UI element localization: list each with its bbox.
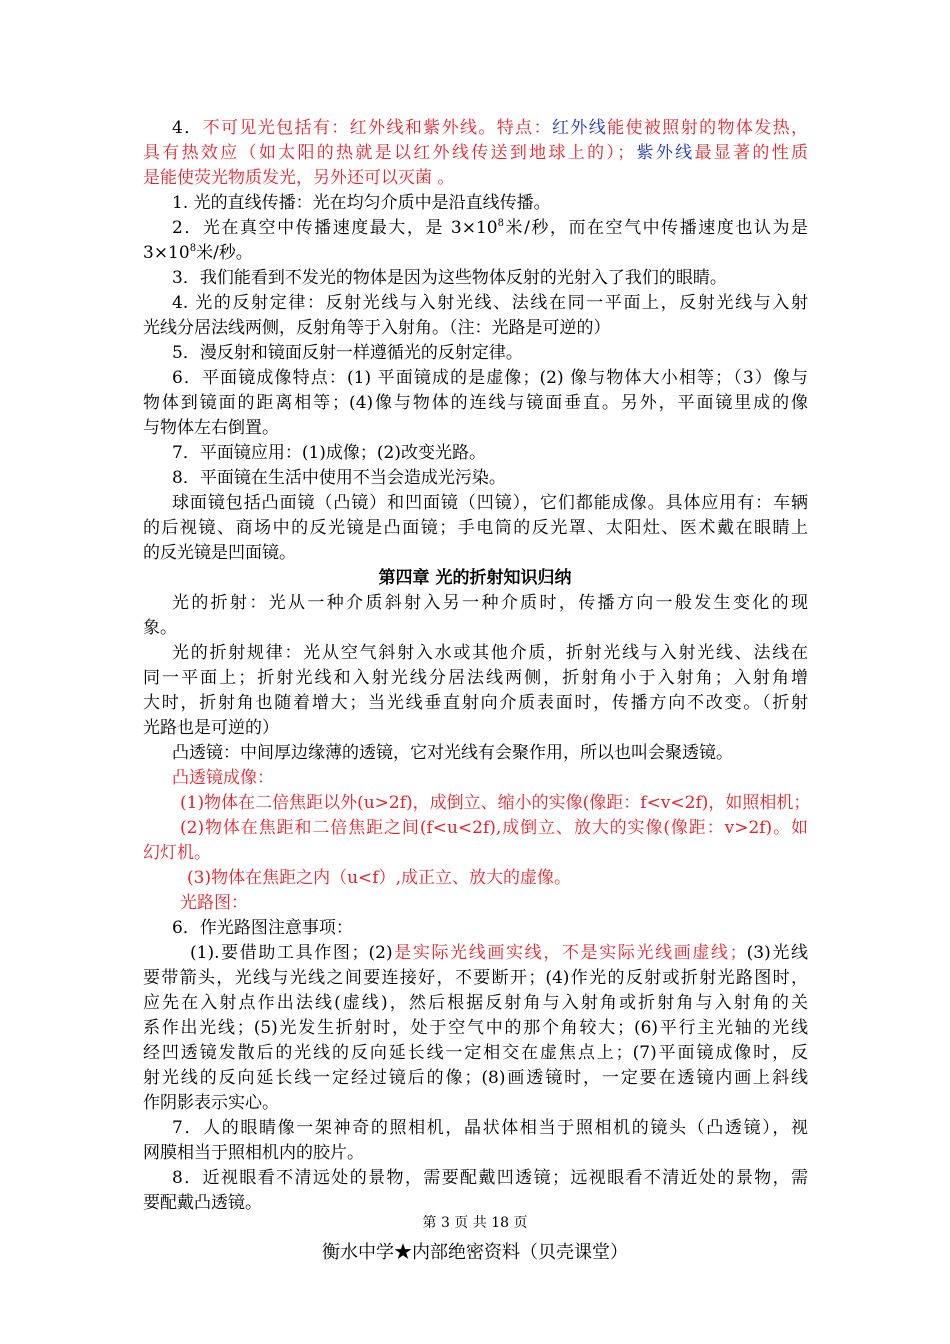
refraction-law-line-1: 光的折射规律：光从空气斜射入水或其他介质，折射光线与入射光线、法线在 [172, 643, 808, 663]
spherical-mirror-line-3: 的反光镜是凹面镜。 [143, 543, 296, 563]
imaging-case-2-line-2: 幻灯机。 [143, 843, 211, 863]
refraction-def-line-2: 象。 [143, 618, 177, 638]
note-6-line-5: 经凹透镜发散后的光线的反向延长线一定相交在虚焦点上；(7)平面镜成像时，反 [143, 1043, 808, 1063]
note-6-line-2: 要带箭头，光线与光线之间要连接好，不要断开；(4)作光的反射或折射光路图时， [143, 968, 808, 988]
refraction-law-line-4: 光路也是可逆的） [143, 718, 279, 738]
note-6-line-7: 作阴影表示实心。 [143, 1093, 279, 1113]
point-5: 5．漫反射和镜面反射一样遵循光的反射定律。 [172, 343, 523, 363]
point-4-line-1: 4. 光的反射定律：反射光线与入射光线、法线在同一平面上，反射光线与入射 [172, 293, 808, 313]
point-6-line-1: 6．平面镜成像特点：(1) 平面镜成的是虚像；(2) 像与物体大小相等；（3）像与 [172, 368, 808, 388]
chapter-4-title: 第四章 光的折射知识归纳 [378, 568, 572, 588]
note-8-line-1: 8．近视眼看不清远处的景物，需要配戴凹透镜；远视眼看不清近处的景物，需 [172, 1168, 808, 1188]
invisible-light-line-1: 4．不可见光包括有：红外线和紫外线。特点：红外线能使被照射的物体发热， [172, 118, 809, 138]
note-6-title: 6．作光路图注意事项： [172, 918, 353, 938]
refraction-law-line-2: 同一平面上；折射光线和入射光线分居法线两侧，折射角小于入射角；入射角增 [143, 668, 808, 688]
note-8-line-2: 要配戴凸透镜。 [143, 1193, 262, 1213]
note-6-line-4: 系作出光线；(5)光发生折射时，处于空气中的那个角较大；(6)平行主光轴的光线 [143, 1018, 808, 1038]
imaging-case-1: (1)物体在二倍焦距以外(u>2f)，成倒立、缩小的实像(像距：f<v<2f)，如照相机； [180, 793, 811, 813]
ray-diagram-label: 光路图： [180, 893, 248, 913]
page-number: 第 3 页 共 18 页 [422, 1215, 528, 1231]
point-2-line-1: 2．光在真空中传播速度最大，是 $3\times 10^8$米/秒，而在空气中传播速度也认为是 [172, 218, 808, 238]
note-7-line-2: 网膜相当于照相机内的胶片。 [143, 1143, 364, 1163]
note-6-line-6: 射光线的反向延长线一定经过镜后的像；(8)画透镜时，一定要在透镜内画上斜线 [143, 1068, 808, 1088]
point-7: 7．平面镜应用：(1)成像；(2)改变光路。 [172, 443, 486, 463]
note-6-line-3: 应先在入射点作出法线(虚线)，然后根据反射角与入射角或折射角与入射角的关 [143, 993, 808, 1013]
spherical-mirror-line-2: 的后视镜、商场中的反光镜是凸面镜；手电筒的反光罩、太阳灶、医术戴在眼睛上 [143, 518, 808, 538]
convex-imaging-title: 凸透镜成像： [172, 768, 274, 788]
imaging-case-3: (3)物体在焦距之内（u<f）,成正立、放大的虚像。 [187, 868, 571, 888]
invisible-light-line-2: 具有热效应（如太阳的热就是以红外线传送到地球上的）；紫外线最显著的性质 [143, 143, 809, 163]
note-7-line-1: 7．人的眼睛像一架神奇的照相机，晶状体相当于照相机的镜头（凸透镜），视 [172, 1118, 808, 1138]
invisible-light-line-3: 是能使荧光物质发光，另外还可以灭菌 。 [143, 168, 455, 188]
ultraviolet-term: 紫外线 [634, 143, 695, 163]
infrared-term: 红外线 [551, 118, 608, 138]
point-3: 3．我们能看到不发光的物体是因为这些物体反射的光射入了我们的眼睛。 [172, 268, 727, 288]
point-6-line-3: 与物体左右倒置。 [143, 418, 279, 438]
point-4-line-2: 光线分居法线两侧，反射角等于入射角。（注：光路是可逆的） [143, 318, 611, 338]
refraction-law-line-3: 大时，折射角也随着增大；当光线垂直射向介质表面时，传播方向不改变。（折射 [143, 693, 808, 713]
note-6-line-1: (1).要借助工具作图；(2)是实际光线画实线，不是实际光线画虚线；(3)光线 [190, 943, 808, 963]
point-1: 1. 光的直线传播：光在均匀介质中是沿直线传播。 [172, 193, 551, 213]
point-8: 8．平面镜在生活中使用不当会造成光污染。 [172, 468, 506, 488]
refraction-def-line-1: 光的折射：光从一种介质斜射入另一种介质时，传播方向一般发生变化的现 [172, 593, 808, 613]
point-6-line-2: 物体到镜面的距离相等；(4)像与物体的连线与镜面垂直。另外，平面镜里成的像 [143, 393, 808, 413]
imaging-case-2-line-1: (2)物体在焦距和二倍焦距之间(f<u<2f),成倒立、放大的实像(像距：v>2f)。如 [180, 818, 808, 838]
convex-lens-def: 凸透镜：中间厚边缘薄的透镜，它对光线有会聚作用，所以也叫会聚透镜。 [172, 743, 733, 763]
source-footer: 衡水中学★内部绝密资料（贝壳课堂） [322, 1242, 628, 1263]
point-2-line-2: $3\times 10^8$米/秒。 [143, 243, 253, 263]
spherical-mirror-line-1: 球面镜包括凸面镜（凸镜）和凹面镜（凹镜），它们都能成像。具体应用有：车辆 [172, 493, 808, 513]
